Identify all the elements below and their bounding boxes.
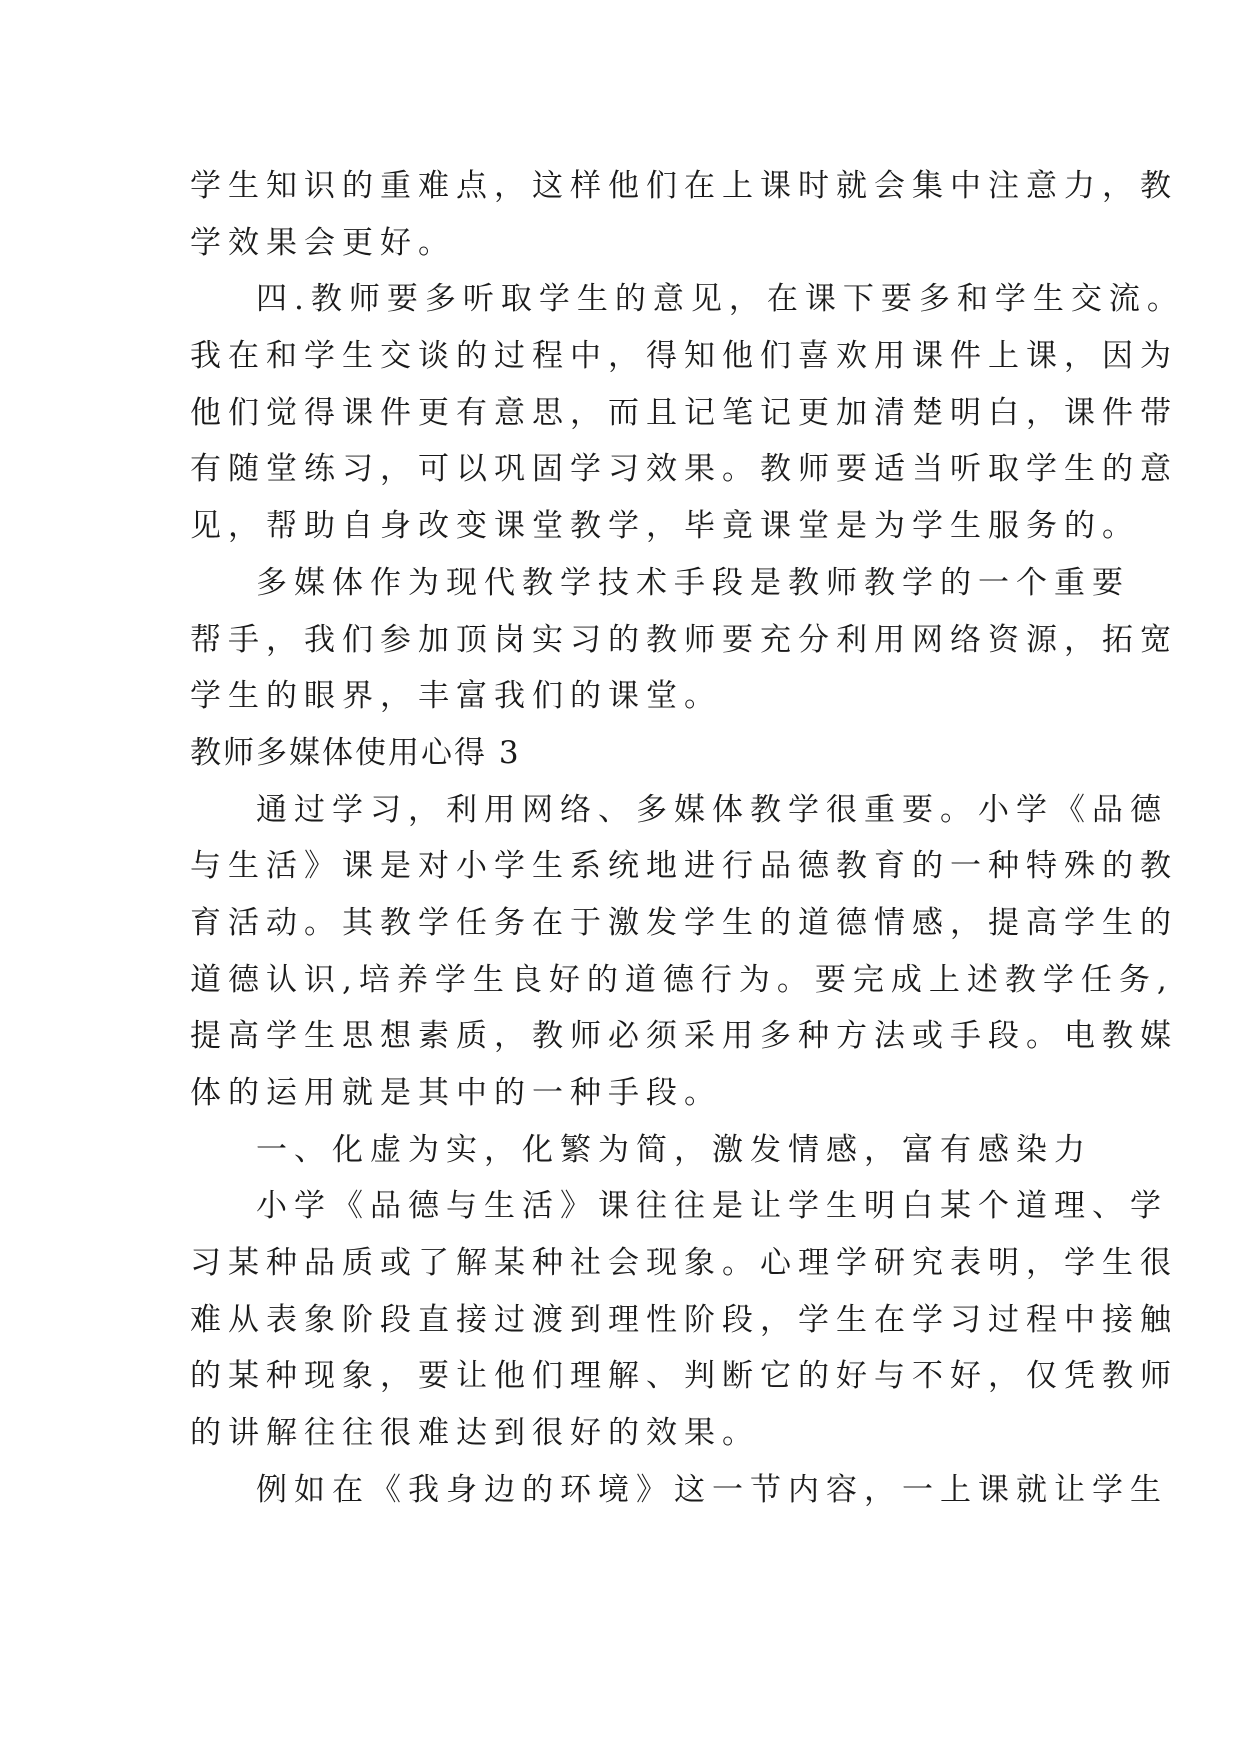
text-line: 的讲解往往很难达到很好的效果。 bbox=[190, 1415, 760, 1452]
text-line: 我在和学生交谈的过程中，得知他们喜欢用课件上课，因为 bbox=[190, 338, 1178, 375]
document-body bbox=[190, 158, 1185, 1519]
text-line: 例如在《我身边的环境》这一节内容，一上课就让学生 bbox=[256, 1471, 1168, 1508]
text-line: 提高学生思想素质，教师必须采用多种方法或手段。电教媒 bbox=[190, 1018, 1178, 1055]
text-line: 小学《品德与生活》课往往是让学生明白某个道理、学 bbox=[256, 1188, 1168, 1225]
text-line: 通过学习，利用网络、多媒体教学很重要。小学《品德 bbox=[256, 791, 1168, 828]
text-line: 学生的眼界，丰富我们的课堂。 bbox=[190, 678, 722, 715]
text-line: 多媒体作为现代教学技术手段是教师教学的一个重要 bbox=[256, 564, 1130, 601]
text-line: 他们觉得课件更有意思，而且记笔记更加清楚明白，课件带 bbox=[190, 394, 1178, 431]
subheading: 一、化虚为实，化繁为简，激发情感，富有感染力 bbox=[256, 1131, 1092, 1168]
text-line: 与生活》课是对小学生系统地进行品德教育的一种特殊的教 bbox=[190, 848, 1178, 885]
text-line: 道德认识,培养学生良好的道德行为。要完成上述教学任务, bbox=[190, 961, 1174, 998]
text-line: 育活动。其教学任务在于激发学生的道德情感，提高学生的 bbox=[190, 904, 1178, 941]
text-line: 见，帮助自身改变课堂教学，毕竟课堂是为学生服务的。 bbox=[190, 508, 1140, 545]
text-line: 四.教师要多听取学生的意见，在课下要多和学生交流。 bbox=[256, 281, 1185, 318]
text-line: 的某种现象，要让他们理解、判断它的好与不好，仅凭教师 bbox=[190, 1358, 1178, 1395]
text-line: 帮手，我们参加顶岗实习的教师要充分利用网络资源，拓宽 bbox=[190, 621, 1178, 658]
text-line: 体的运用就是其中的一种手段。 bbox=[190, 1075, 722, 1111]
text-line: 学生知识的重难点，这样他们在上课时就会集中注意力，教 bbox=[190, 168, 1178, 204]
text-line: 难从表象阶段直接过渡到理性阶段，学生在学习过程中接触 bbox=[190, 1301, 1178, 1338]
text-line: 习某种品质或了解某种社会现象。心理学研究表明，学生很 bbox=[190, 1245, 1178, 1282]
text-line: 学效果会更好。 bbox=[190, 224, 456, 261]
section-heading: 教师多媒体使用心得 3 bbox=[190, 734, 521, 771]
text-line: 有随堂练习，可以巩固学习效果。教师要适当听取学生的意 bbox=[190, 451, 1178, 488]
